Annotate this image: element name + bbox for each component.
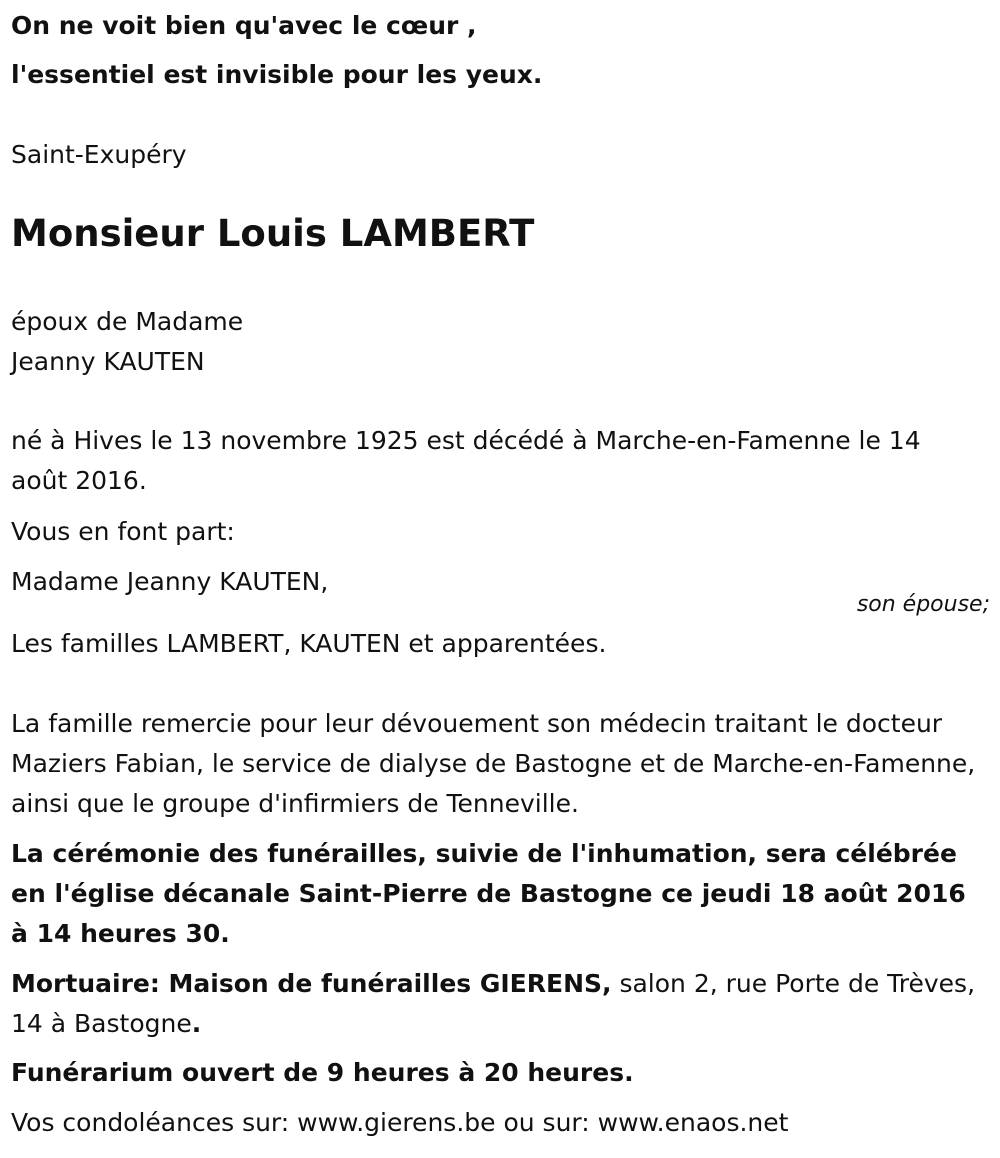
quote-author: Saint-Exupéry bbox=[11, 140, 187, 169]
spouse-line-1: époux de Madame bbox=[11, 307, 244, 336]
quote-line-1: On ne voit bien qu'avec le cœur , bbox=[11, 11, 477, 40]
widow-name: Madame Jeanny KAUTEN, bbox=[11, 567, 329, 596]
families-text: Les familles LAMBERT, KAUTEN et apparentées. bbox=[11, 629, 607, 658]
birth-death-text: né à Hives le 13 novembre 1925 est décédé à Marche-en-Famenne le 14 août 2016. bbox=[11, 426, 921, 495]
mortuary-text bbox=[11, 964, 981, 1044]
ceremony-text: La cérémonie des funérailles, suivie de l'inhumation, sera célébrée en l'église décanale Saint-Pierre de Bastogne ce jeudi 18 août 2016 à 14 heures 30. bbox=[11, 839, 966, 948]
deceased-name: Monsieur Louis LAMBERT bbox=[11, 212, 535, 255]
condolences-text: Vos condoléances sur: www.gierens.be ou sur: www.enaos.net bbox=[11, 1108, 789, 1137]
announcement-intro: Vous en font part: bbox=[11, 517, 235, 546]
mortuary-address: salon 2, rue Porte de Trèves, 14 à Bastogne bbox=[11, 969, 976, 1038]
widow-role: son épouse; bbox=[856, 592, 990, 617]
quote-line-2: l'essentiel est invisible pour les yeux. bbox=[11, 60, 543, 89]
spouse-line-2: Jeanny KAUTEN bbox=[11, 347, 205, 376]
mortuary-label: Mortuaire: Maison de funérailles GIERENS, bbox=[11, 969, 612, 998]
mortuary-end: . bbox=[191, 1009, 202, 1038]
thanks-text: La famille remercie pour leur dévouement son médecin traitant le docteur Maziers Fabian, le service de dialyse de Bastogne et de Marche-en-Famenne, ainsi que le groupe d'infirmiers de Tenneville. bbox=[11, 709, 976, 818]
funerarium-hours: Funérarium ouvert de 9 heures à 20 heures. bbox=[11, 1058, 634, 1087]
